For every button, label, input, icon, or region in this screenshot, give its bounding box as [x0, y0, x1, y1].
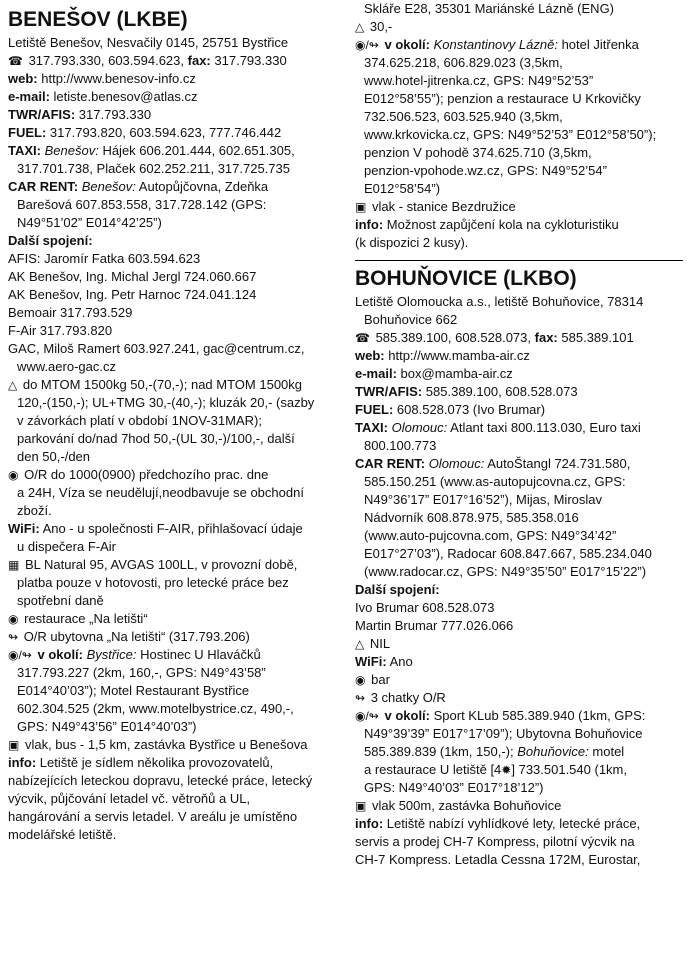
nearby-line-5: GPS: N49°43’56” E014°40’03”)	[17, 719, 197, 734]
phone-icon: ☎	[8, 54, 23, 68]
nearby-city: Bystřice:	[86, 647, 137, 662]
car-rent-line	[8, 178, 338, 196]
prev-nearby-cont: 732.506.523, 603.525.940 (3,5km,	[364, 109, 563, 124]
restaurant-line	[8, 610, 338, 628]
contact-item: AK Benešov, Ing. Petr Harnoc 724.041.124	[8, 287, 257, 302]
prev-info-line	[355, 216, 683, 234]
prev-fees-value: 30,-	[369, 19, 393, 34]
web-label: web:	[355, 348, 385, 363]
taxi-line-2: 317.701.738, Plaček 602.252.211, 317.725.735	[17, 161, 290, 176]
wifi-label: WiFi:	[355, 654, 387, 669]
contact-item: F-Air 317.793.820	[8, 323, 113, 338]
contact-item: AK Benešov, Ing. Michal Jergl 724.060.667	[8, 269, 257, 284]
nearby-line	[8, 646, 338, 664]
taxi-value: Atlant taxi 800.113.030, Euro taxi	[450, 420, 641, 435]
fees-line	[355, 635, 683, 653]
hours-line	[8, 466, 338, 484]
prev-transport-line	[355, 198, 683, 216]
restaurant-bed-icon: ◉/↬	[355, 38, 379, 52]
fees-line-3: v závorkách platí v období 1NOV-31MAR);	[17, 413, 262, 428]
contact-item-cont: www.aero-gac.cz	[17, 359, 116, 374]
taxi-label: TAXI:	[8, 143, 41, 158]
prev-nearby-cont: penzion V pohodě 374.625.710 (3,5km,	[364, 145, 592, 160]
twr-label: TWR/AFIS:	[355, 384, 423, 399]
contacts-heading: Další spojení:	[8, 233, 93, 248]
fax-number: 585.389.101	[561, 330, 634, 345]
lodging-value: 3 chatky O/R	[370, 690, 446, 705]
prev-nearby-cont: www.krkovicka.cz, GPS: N49°52’53” E012°58’50”);	[364, 127, 657, 142]
train-icon: ▣	[355, 200, 367, 214]
prev-nearby-cont: E012°58’55”); penzion a restaurace U Krkovičky	[364, 91, 641, 106]
web-link[interactable]: http://www.mamba-air.cz	[388, 348, 530, 363]
nearby-line-3	[355, 743, 683, 761]
fax-number: 317.793.330	[214, 53, 287, 68]
restaurant-icon: ◉	[8, 612, 19, 626]
nearby-line-3: E014°40’03”); Motel Restaurant Bystřice	[17, 683, 250, 698]
fuel-value: 608.528.073 (Ivo Brumar)	[396, 402, 546, 417]
hours-line-2: a 24H, Víza se neudělují,neodbavuje se obchodní	[17, 485, 304, 500]
prev-nearby-label: v okolí:	[384, 37, 430, 52]
nearby-value: Sport KLub 585.389.940 (1km, GPS:	[433, 708, 646, 723]
web-line	[355, 347, 683, 365]
prev-info-label: info:	[355, 217, 384, 232]
wifi-label: WiFi:	[8, 521, 40, 536]
car-rent-value: AutoŠtangl 724.731.580,	[487, 456, 631, 471]
email-line	[8, 88, 338, 106]
info-line	[355, 815, 683, 833]
car-rent-city: Benešov:	[81, 179, 136, 194]
car-rent-line	[355, 455, 683, 473]
fuel-value: 317.793.820, 603.594.623, 777.746.442	[49, 125, 282, 140]
web-link[interactable]: http://www.benesov-info.cz	[41, 71, 196, 86]
car-rent-line-2: Barešová 607.853.558, 317.728.142 (GPS:	[17, 197, 267, 212]
restaurant-bed-icon: ◉/↬	[355, 709, 379, 723]
email-label: e-mail:	[8, 89, 50, 104]
prev-nearby-city: Konstantinovy Lázně:	[433, 37, 558, 52]
info-line	[8, 754, 338, 772]
phone-numbers: 317.793.330, 603.594.623,	[28, 53, 185, 68]
info-line-4: hangárování a servis letadel. V areálu je umístěno	[8, 809, 298, 824]
lodging-value: O/R ubytovna „Na letišti“ (317.793.206)	[23, 629, 250, 644]
nearby-line-2: N49°39’39” E017°17’09”); Ubytovna Bohuňovice	[364, 726, 643, 741]
restaurant-icon: ◉	[355, 673, 366, 687]
twr-line	[355, 383, 683, 401]
restaurant-bed-icon: ◉/↬	[8, 648, 32, 662]
info-line-3: výcvik, půjčování letadel vč. větroňů a UL,	[8, 791, 251, 806]
twr-line	[8, 106, 338, 124]
phone-line	[355, 329, 683, 347]
prev-info-value: Možnost zapůjčení kola na cykloturistiku	[386, 217, 619, 232]
fees-icon: △	[355, 20, 365, 34]
fees-line-5: den 50,-/den	[17, 449, 91, 464]
fees-line-4: parkování do/nad 7hod 50,-(UL 30,-)/100,-, další	[17, 431, 295, 446]
restaurant-line	[355, 671, 683, 689]
prev-nearby-cont: penzion-vpohode.wz.cz, GPS: N49°52’54”	[364, 163, 607, 178]
fuel-type-value: BL Natural 95, AVGAS 100LL, v provozní době,	[24, 557, 298, 572]
car-rent-cont: (www.auto-pujcovna.com, GPS: N49°34’42”	[364, 528, 617, 543]
phone-icon: ☎	[355, 331, 370, 345]
star-icon: ✹	[501, 763, 512, 777]
email-label: e-mail:	[355, 366, 397, 381]
nearby-line	[355, 707, 683, 725]
transport-line	[8, 736, 338, 754]
hours-line-3: zboží.	[17, 503, 52, 518]
lodging-line	[355, 689, 683, 707]
twr-value: 585.389.100, 608.528.073	[425, 384, 578, 399]
fees-icon: △	[8, 378, 18, 392]
wifi-line-2: u dispečera F-Air	[17, 539, 116, 554]
info-line-5: modelářské letiště.	[8, 827, 117, 842]
fuel-line	[8, 124, 338, 142]
fuel-line	[355, 401, 683, 419]
car-rent-cont: N49°36’17” E017°16’52”), Mijas, Miroslav	[364, 492, 602, 507]
prev-nearby-value: hotel Jitřenka	[561, 37, 639, 52]
nearby-label: v okolí:	[384, 708, 430, 723]
taxi-line	[355, 419, 683, 437]
taxi-city: Benešov:	[44, 143, 99, 158]
contact-item: Bemoair 317.793.529	[8, 305, 133, 320]
fees-line	[8, 376, 338, 394]
lodging-line	[8, 628, 338, 646]
web-label: web:	[8, 71, 38, 86]
email-link[interactable]: letiste.benesov@atlas.cz	[53, 89, 198, 104]
nearby-value-4a: a restaurace U letiště [4	[364, 762, 502, 777]
nearby-line-4	[355, 761, 683, 779]
contact-item: GAC, Miloš Ramert 603.927.241, gac@centrum.cz,	[8, 341, 305, 356]
car-rent-line-3: N49°51’02” E014°42’25”)	[17, 215, 162, 230]
address-line-2: Bohuňovice 662	[364, 312, 458, 327]
phone-line	[8, 52, 338, 70]
left-column	[8, 0, 338, 844]
airport-title: BENEŠOV (LKBE)	[8, 8, 188, 31]
bed-icon: ↬	[355, 691, 366, 705]
transport-value: vlak, bus - 1,5 km, zastávka Bystřice u Benešova	[24, 737, 308, 752]
wifi-line	[355, 653, 683, 671]
fuel-type-line-2: platba pouze v hotovosti, pro letecké práce bez	[17, 575, 289, 590]
prev-fees-line	[355, 18, 683, 36]
nearby-city: Bohuňovice:	[517, 744, 589, 759]
bed-icon: ↬	[8, 630, 19, 644]
email-line	[355, 365, 683, 383]
fax-label: fax:	[534, 330, 558, 345]
contact-item: AFIS: Jaromír Fatka 603.594.623	[8, 251, 201, 266]
prev-nearby-cont: E012°58’54”)	[364, 181, 441, 196]
prev-nearby-cont: www.hotel-jitrenka.cz, GPS: N49°52’53”	[364, 73, 594, 88]
train-icon: ▣	[8, 738, 20, 752]
nearby-label: v okolí:	[37, 647, 83, 662]
phone-numbers: 585.389.100, 608.528.073,	[375, 330, 532, 345]
info-line-2: servis a prodej CH-7 Kompress, pilotní výcvik na	[355, 834, 635, 849]
prev-info-line-2: (k dispozici 2 kusy).	[355, 235, 469, 250]
prev-transport-value: vlak - stanice Bezdružice	[371, 199, 516, 214]
fuel-pump-icon: ▦	[8, 558, 20, 572]
car-rent-cont: (www.radocar.cz, GPS: N49°35’50” E017°15’22”)	[364, 564, 647, 579]
restaurant-value: restaurace „Na letišti“	[24, 611, 148, 626]
twr-value: 317.793.330	[78, 107, 152, 122]
wifi-line	[8, 520, 338, 538]
restaurant-value: bar	[371, 672, 390, 687]
hours-value: O/R do 1000(0900) předchozího prac. dne	[24, 467, 269, 482]
taxi-line-2: 800.100.773	[364, 438, 437, 453]
email-link[interactable]: box@mamba-air.cz	[400, 366, 513, 381]
globe-icon: ◉	[8, 468, 19, 482]
nearby-value: Hostinec U Hlaváčků	[140, 647, 261, 662]
airport-title: BOHUŇOVICE (LKBO)	[355, 267, 577, 290]
nearby-value-3a: 585.389.839 (1km, 150,-);	[364, 744, 514, 759]
fax-label: fax:	[187, 53, 211, 68]
prev-nearby-cont: 374.625.218, 606.829.023 (3,5km,	[364, 55, 563, 70]
twr-label: TWR/AFIS:	[8, 107, 76, 122]
taxi-label: TAXI:	[355, 420, 388, 435]
contact-item: Ivo Brumar 608.528.073	[355, 600, 495, 615]
info-label: info:	[8, 755, 37, 770]
nearby-line-5: GPS: N49°40’03” E017°18’12”)	[364, 780, 544, 795]
nearby-line-4: 602.304.525 (2km, www.motelbystrice.cz, 490,-,	[17, 701, 294, 716]
wifi-value: Ano	[389, 654, 413, 669]
car-rent-cont: Nádvorník 608.878.975, 585.358.016	[364, 510, 579, 525]
wifi-value: Ano - u společnosti F-AIR, přihlašovací údaje	[42, 521, 303, 536]
car-rent-value: Autopůjčovna, Zdeňka	[138, 179, 269, 194]
taxi-line	[8, 142, 338, 160]
contact-item: Martin Brumar 777.026.066	[355, 618, 514, 633]
transport-line	[355, 797, 683, 815]
fuel-label: FUEL:	[8, 125, 47, 140]
fees-line-2: 120,-(150,-); UL+TMG 30,-(40,-); kluzák 20,- (sazby	[17, 395, 315, 410]
fuel-type-line-3: spotřební daně	[17, 593, 104, 608]
nearby-value-3b: motel	[592, 744, 625, 759]
info-value: Letiště je sídlem několika provozovatelů,	[39, 755, 274, 770]
nearby-value-4b: ] 733.501.540 (1km,	[511, 762, 627, 777]
web-line	[8, 70, 338, 88]
car-rent-cont: E017°27’03”), Radocar 608.847.667, 585.234.040	[364, 546, 652, 561]
taxi-city: Olomouc:	[391, 420, 448, 435]
right-column	[355, 0, 683, 869]
prev-address-cont: Skláře E28, 35301 Mariánské Lázně (ENG)	[364, 1, 615, 16]
info-label: info:	[355, 816, 384, 831]
fuel-label: FUEL:	[355, 402, 394, 417]
info-line-2: nabízejících leteckou dopravu, letecké práce, letecký	[8, 773, 313, 788]
contacts-heading: Další spojení:	[355, 582, 440, 597]
car-rent-cont: 585.150.251 (www.as-autopujcovna.cz, GPS:	[364, 474, 626, 489]
car-rent-label: CAR RENT:	[8, 179, 79, 194]
section-divider	[355, 260, 683, 261]
train-icon: ▣	[355, 799, 367, 813]
info-line-3: CH-7 Kompress. Letadla Cessna 172M, Eurostar,	[355, 852, 641, 867]
info-value: Letiště nabízí vyhlídkové lety, letecké práce,	[386, 816, 641, 831]
transport-value: vlak 500m, zastávka Bohuňovice	[371, 798, 562, 813]
address: Letiště Benešov, Nesvačily 0145, 25751 Bystřice	[8, 35, 289, 50]
nearby-line-2: 317.793.227 (2km, 160,-, GPS: N49°43’58”	[17, 665, 266, 680]
fees-value: NIL	[369, 636, 391, 651]
fees-icon: △	[355, 637, 365, 651]
address: Letiště Olomoucka a.s., letiště Bohuňovice, 78314	[355, 294, 644, 309]
prev-nearby-line	[355, 36, 683, 54]
car-rent-label: CAR RENT:	[355, 456, 426, 471]
taxi-value: Hájek 606.201.444, 602.651.305,	[102, 143, 295, 158]
fees-value: do MTOM 1500kg 50,-(70,-); nad MTOM 1500kg	[22, 377, 303, 392]
fuel-type-line	[8, 556, 338, 574]
car-rent-city: Olomouc:	[428, 456, 485, 471]
